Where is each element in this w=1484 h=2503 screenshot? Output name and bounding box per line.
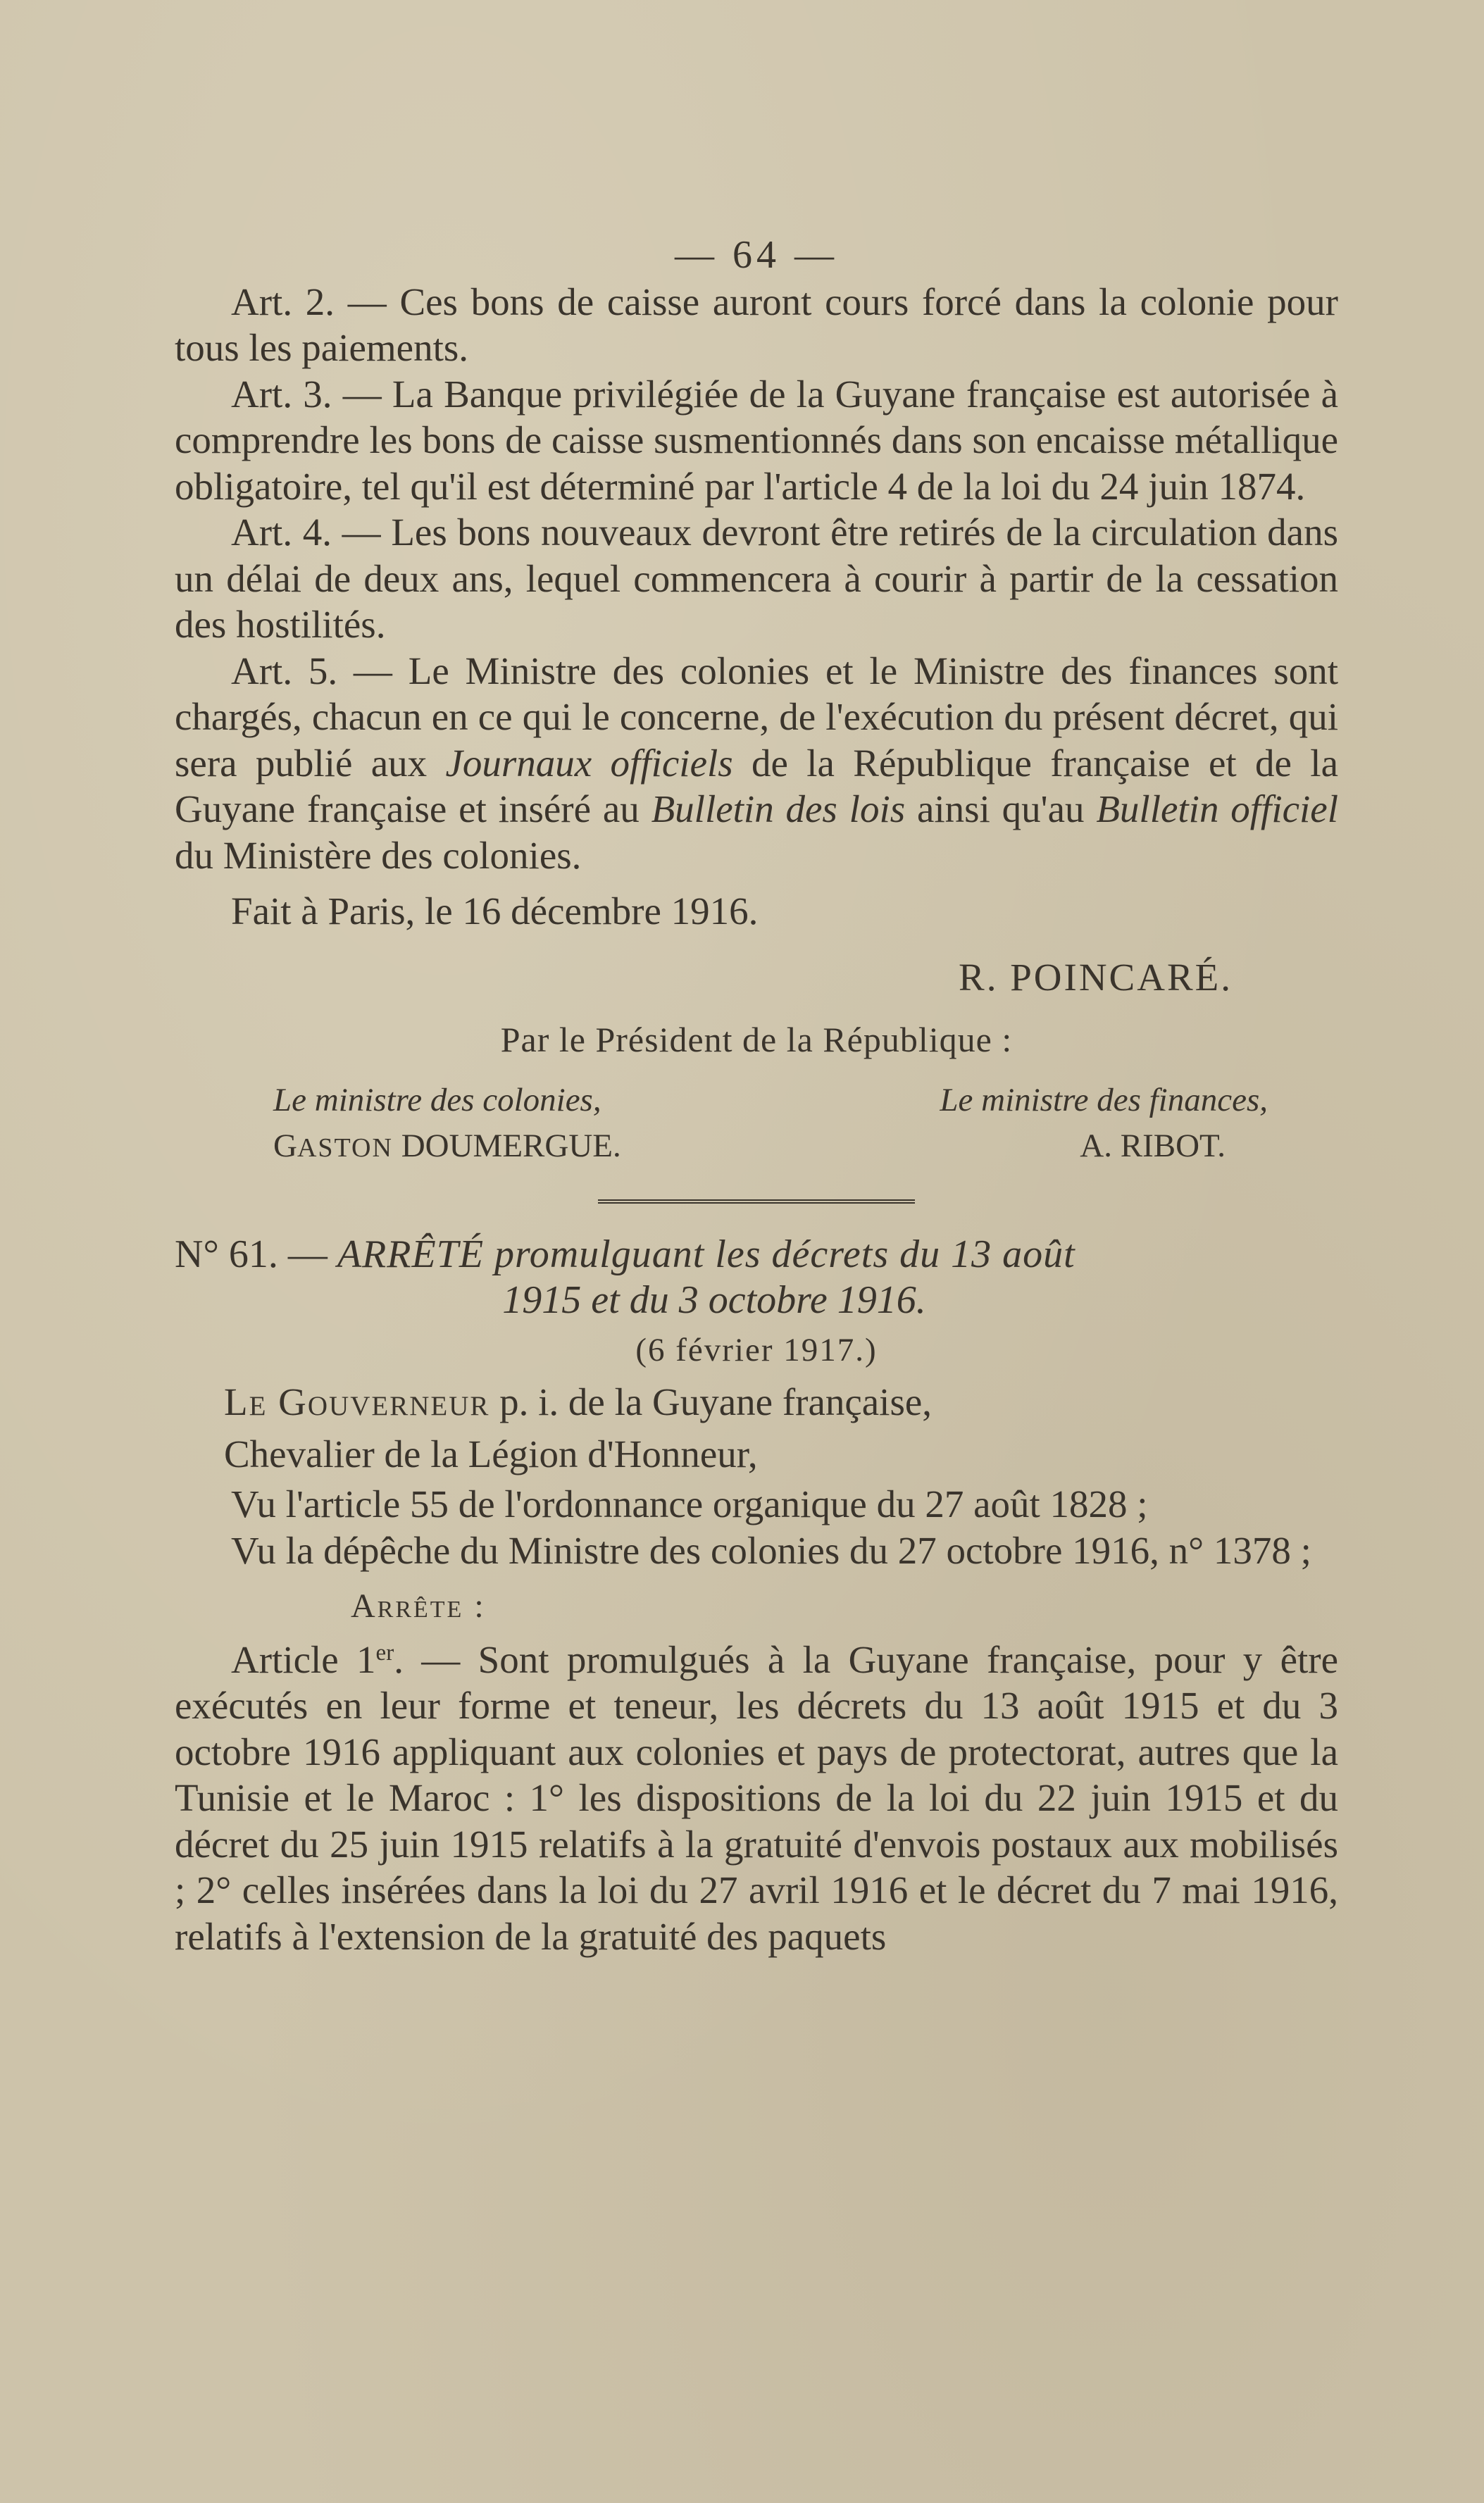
article-4: Art. 4. — Les bons nouveaux devront être retirés de la circulation dans un délai de deux ans, lequel commencera à courir à partir de la cessation des hostilités. [175,511,1338,646]
governor-line-1 [175,1379,1338,1425]
vu-ordonnance: Vu l'article 55 de l'ordonnance organique du 27 août 1828 ; [231,1483,1148,1525]
article-1 [175,1637,1338,1960]
governor-line-2: Chevalier de la Légion d'Honneur, [224,1432,758,1475]
arrete-heading-line-2: 1915 et du 3 octobre 1916. [502,1278,926,1322]
article-5-text-d: du Ministère des colonies. [175,833,582,877]
minister-colonies-firstname-rest: ASTON [297,1132,393,1163]
arrete-number: N° 61. — [175,1232,328,1276]
minister-colonies-surname: DOUMERGUE. [401,1127,621,1164]
signature-poincare: R. POINCARÉ. [959,955,1233,999]
article-5-text-a: Art. 5. — Le Ministre des colonies et le Ministre des finances sont chargés, chacun en ce qui le concerne, de l'exécution du présent décret, qui sera publié aux [175,649,1338,785]
article-5-text-b: de la République française et de la Guyane française et inséré au [175,741,1339,830]
article-1-superscript: er [375,1640,394,1666]
fait-a-paris: Fait à Paris, le 16 décembre 1916. [231,890,759,932]
minister-colonies [175,1078,771,1171]
article-5-text-c: ainsi qu'au [916,787,1085,830]
vu-depeche: Vu la dépêche du Ministre des colonies du 27 octobre 1916, n° 1378 ; [231,1528,1311,1572]
document-page [175,232,1338,1959]
page-number: — 64 — [675,233,838,277]
arrete-label: Arrête : [351,1587,486,1625]
minister-finances [771,1078,1338,1171]
article-5-bulletin-des-lois: Bulletin des lois [651,787,906,830]
minister-colonies-name [273,1123,771,1171]
article-5-journaux-officiels: Journaux officiels [445,741,733,785]
arrete-title-1: ARRÊTÉ promulguant les décrets du 13 août [337,1232,1075,1276]
article-1-prefix: Article 1 [231,1637,376,1681]
article-5 [175,648,1338,879]
minister-colonies-firstname-initial: G [273,1127,297,1164]
article-3: Art. 3. — La Banque privilégiée de la Guyane française est autorisée à comprendre les bons de caisse susmentionnés dans son encaisse métallique obligatoire, tel qu'il est déterminé par l'article 4 de la loi du 24 juin 1874. [175,372,1338,508]
arrete-heading-line-1 [175,1232,1338,1278]
article-2: Art. 2. — Ces bons de caisse auront cours forcé dans la colonie pour tous les paiements. [175,280,1338,369]
par-le-president: Par le Président de la République : [500,1020,1013,1059]
ministers-block [175,1078,1338,1171]
minister-finances-title: Le ministre des finances, [940,1081,1268,1118]
article-1-text: . — Sont promulgués à la Guyane française, pour y être exécutés en leur forme et teneur, les décrets du 13 août 1915 et du 3 octobre 1916 appliquant aux colonies et pays de protectorat, autres que la Tunisie et le Maroc : 1° les dispositions de la loi du 22 juin 1915 et du décret du 25 juin 1915 relatifs à la gratuité d'envois postaux aux mobilisés ; 2° celles insérées dans la loi du 27 avril 1916 et le décret du 7 mai 1916, relatifs à l'extension de la gratuité des paquets [175,1637,1339,1958]
governor-title: Le Gouverneur [224,1380,490,1423]
minister-colonies-title: Le ministre des colonies, [273,1081,601,1118]
section-divider [598,1199,915,1204]
arrete-date: (6 février 1917.) [635,1331,878,1368]
minister-finances-name: A. RIBOT. [1080,1127,1226,1164]
governor-title-suffix: p. i. de la Guyane française, [499,1380,933,1423]
article-5-bulletin-officiel: Bulletin officiel [1096,787,1338,830]
